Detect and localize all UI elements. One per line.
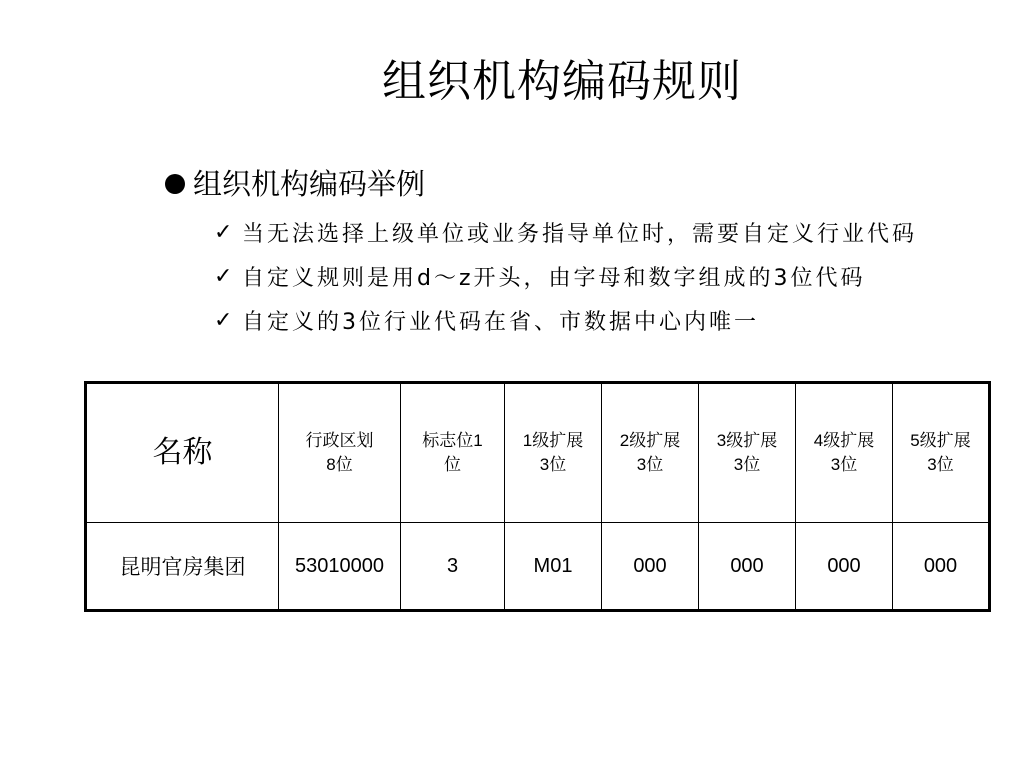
bullet-dot-icon: [165, 174, 185, 194]
header-cell-ext-5: 5级扩展 3位: [893, 383, 990, 523]
header-cell-ext-2: 2级扩展 3位: [602, 383, 699, 523]
checkmark-icon: ✓: [214, 219, 233, 245]
sub-bullet-text: 当无法选择上级单位或业务指导单位时，需要自定义行业代码: [242, 221, 918, 247]
cell-ext-3: 000: [699, 523, 796, 611]
bullet-heading-text: 组织机构编码举例: [193, 167, 426, 201]
cell-admin-division: 53010000: [279, 523, 401, 611]
header-cell-flag: 标志位1 位: [401, 383, 505, 523]
sub-bullet-text: 自定义规则是用d～z开头，由字母和数字组成的3位代码: [242, 265, 866, 291]
header-cell-ext-3: 3级扩展 3位: [699, 383, 796, 523]
cell-ext-4: 000: [796, 523, 893, 611]
cell-ext-2: 000: [602, 523, 699, 611]
header-cell-ext-1: 1级扩展 3位: [505, 383, 602, 523]
cell-ext-1: M01: [505, 523, 602, 611]
checkmark-icon: ✓: [214, 263, 233, 289]
header-cell-ext-4: 4级扩展 3位: [796, 383, 893, 523]
cell-org-name: 昆明官房集团: [86, 523, 279, 611]
cell-ext-5: 000: [893, 523, 990, 611]
sub-bullet-text: 自定义的3位行业代码在省、市数据中心内唯一: [242, 309, 759, 335]
sub-bullet-item: [214, 254, 917, 298]
checkmark-icon: ✓: [214, 307, 233, 333]
header-cell-admin-division: 行政区划 8位: [279, 383, 401, 523]
sub-bullet-list: [214, 210, 917, 342]
page-title: 组织机构编码规则: [382, 56, 742, 107]
code-structure-table: [84, 381, 991, 612]
table-row: [86, 523, 990, 611]
bullet-heading: [165, 164, 425, 204]
table-header-row: [86, 383, 990, 523]
sub-bullet-item: [214, 210, 917, 254]
sub-bullet-item: [214, 298, 917, 342]
header-cell-name: 名称: [86, 383, 279, 523]
cell-flag: 3: [401, 523, 505, 611]
